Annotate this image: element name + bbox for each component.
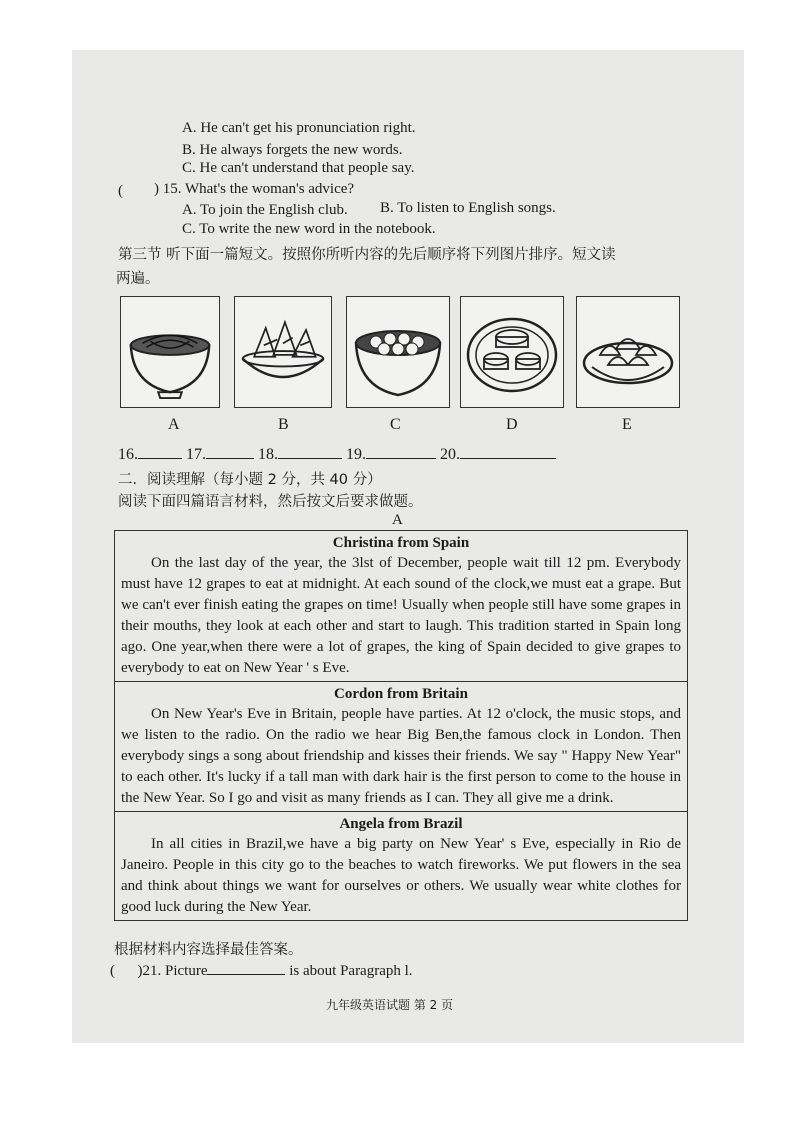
q14-option-a: A. He can't get his pronunciation right. — [182, 120, 416, 136]
q15-option-c: C. To write the new word in the notebook. — [182, 221, 436, 237]
choose-instruction: 根据材料内容选择最佳答案。 — [114, 942, 303, 958]
section3-instruction: 第三节 听下面一篇短文。按照你所听内容的先后顺序将下列图片排序。短文读 — [118, 247, 616, 263]
passage-spain — [115, 531, 687, 681]
zongzi-plate-icon — [235, 297, 331, 407]
noodle-bowl-icon — [121, 297, 219, 407]
answer-16-blank[interactable] — [138, 444, 182, 459]
answer-16-label: 16. — [118, 446, 138, 463]
q15-question: ) 15. What's the woman's advice? — [154, 181, 355, 197]
passage-body-brazil: In all cities in Brazil,we have a big party on New Year' s Eve, especially in Rio de Janeiro. People in this city go to the beaches to watch fireworks. We put flowers in the sea and think about things we want for ourselves or others. We usually wear white clothes for good luck during the New Year. — [121, 836, 681, 915]
mooncake-plate-icon — [461, 297, 563, 407]
picture-b — [234, 296, 332, 408]
section3-instruction-cont: 两遍。 — [116, 271, 160, 287]
q21-blank[interactable] — [207, 960, 285, 975]
answer-17-blank[interactable] — [206, 444, 254, 459]
exam-page — [72, 50, 744, 1043]
answer-18-blank[interactable] — [278, 444, 342, 459]
picture-label-b: B — [278, 416, 289, 433]
q21: ( )21. Picture is about Paragraph l. — [110, 960, 413, 980]
picture-d — [460, 296, 564, 408]
picture-label-d: D — [506, 416, 518, 433]
picture-label-a: A — [168, 416, 180, 433]
answer-20-label: 20. — [440, 446, 460, 463]
passage-brazil — [115, 811, 687, 920]
dumpling-plate-icon — [577, 297, 679, 407]
part2-instruction: 阅读下面四篇语言材料，然后按文后要求做题。 — [118, 494, 423, 510]
passage-title-brazil: Angela from Brazil — [339, 816, 463, 832]
answer-19-label: 19. — [346, 446, 366, 463]
passage-body-britain: On New Year's Eve in Britain, people have parties. At 12 o'clock, the music stops, and we listen to the radio. On the radio we hear Big Ben,the famous clock in London. Then everybody sings a song about friendship and kisses their friends. We say " Happy New Year" to each other. It's lucky if a tall man with dark hair is the first person to come to the house in the New Year. So I go and visit as many friends as I can. They all give me a drink. — [121, 706, 681, 806]
answer-blanks-row — [118, 444, 556, 464]
passage-title-britain: Cordon from Britain — [334, 686, 468, 702]
passage-britain — [115, 681, 687, 811]
part2-heading: 二．阅读理解（每小题 2 分，共 40 分） — [118, 472, 382, 488]
answer-19-blank[interactable] — [366, 444, 436, 459]
picture-c — [346, 296, 450, 408]
picture-e — [576, 296, 680, 408]
answer-18-label: 18. — [258, 446, 278, 463]
answer-20-blank[interactable] — [460, 444, 556, 459]
q15-paren-open: ( — [118, 183, 123, 199]
answer-17-label: 17. — [186, 446, 206, 463]
reading-passages-box — [114, 530, 688, 921]
tangyuan-bowl-icon — [347, 297, 449, 407]
passage-letter: A — [392, 512, 403, 528]
picture-label-c: C — [390, 416, 401, 433]
passage-body-spain: On the last day of the year, the 3lst of December, people wait till 12 pm. Everybody must have 12 grapes to eat at midnight. At each sound of the clock,we must eat a grape. But we can't ever finish eating the grapes on time! Usually when people still have some grapes in their mouths, they look at each other and start to laugh. This tradition started in Spain long ago. One year,when there were a lot of grapes, the king of Spain decided to give grapes to everybody to eat on New Year ' s Eve. — [121, 555, 681, 676]
picture-label-e: E — [622, 416, 632, 433]
page-footer: 九年级英语试题 第 2 页 — [326, 998, 454, 1012]
passage-title-spain: Christina from Spain — [332, 535, 470, 551]
picture-a — [120, 296, 220, 408]
q14-option-c: C. He can't understand that people say. — [182, 160, 415, 176]
q15-option-a: A. To join the English club. — [182, 202, 348, 218]
q15-option-b: B. To listen to English songs. — [380, 200, 556, 216]
q14-option-b: B. He always forgets the new words. — [182, 142, 403, 158]
